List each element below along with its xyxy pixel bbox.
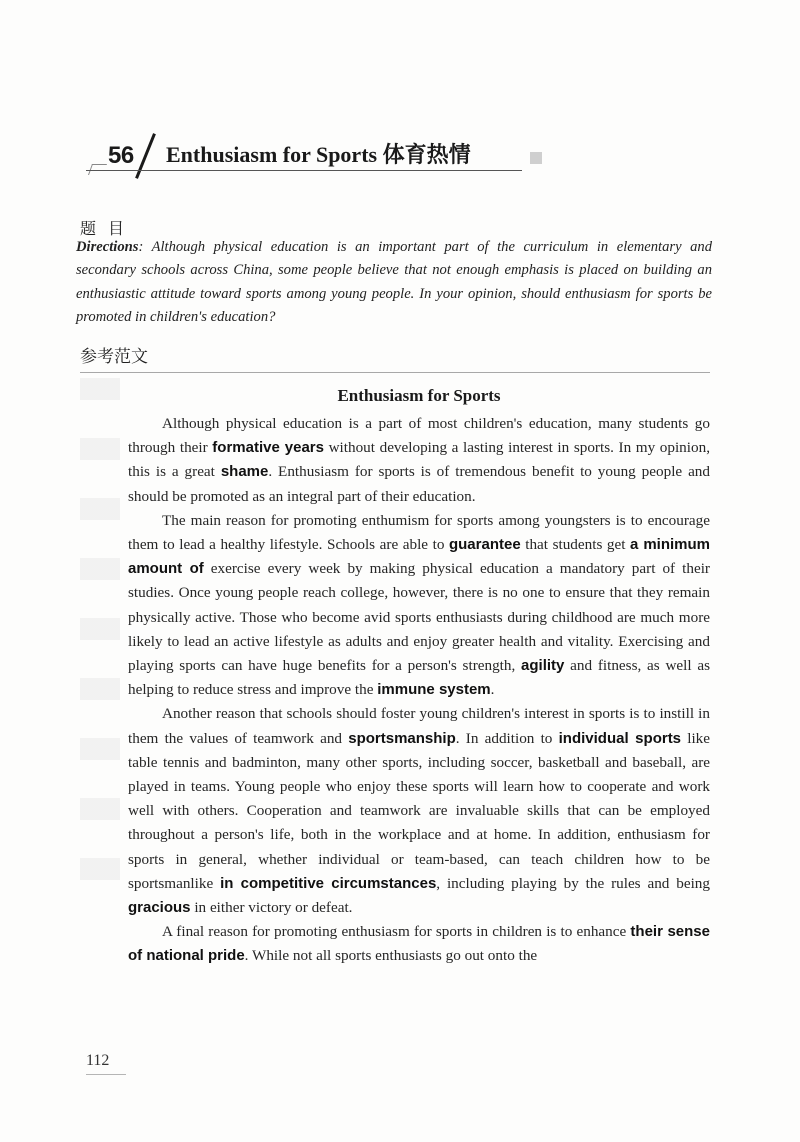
text-run: exercise every week by making physical education a mandatory part of their studies. Once young people reach college, however, there is no one to ensure that they remain physically active. Those who become avid sports enthusiasts during childhood are much more likely to lead an active lifestyle as adults and enjoy greater health and vitality. Exercising and playing sports can have huge benefits for a person's strength, — [128, 560, 710, 675]
page-number-rule — [86, 1074, 126, 1075]
watermark — [80, 378, 120, 898]
directions-text — [76, 236, 712, 330]
essay-paragraph-2 — [128, 509, 710, 703]
keyword: immune system — [377, 681, 491, 699]
essay-paragraph-3 — [128, 702, 710, 920]
header-square-marker — [530, 152, 542, 164]
text-run: The main reason for promoting enthumism for sports among youngsters is to encourage them to lead a healthy lifestyle. Schools are able to — [128, 511, 710, 554]
essay — [128, 382, 710, 969]
keyword: shame — [220, 463, 269, 481]
directions-body: : Although physical education is an important part of the curriculum in elementary and secondary schools across China, some people believe that not enough emphasis is placed on building an enthusiastic attitude toward sports among young people. In your opinion, should enthusiasm for sports be promoted in children's education? — [76, 239, 712, 326]
essay-paragraph-1 — [128, 412, 710, 509]
text-run: that students get — [520, 536, 631, 554]
text-run: Although physical education is a part of most children's education, many students go through their — [128, 415, 710, 457]
text-run: . In addition to — [455, 729, 559, 747]
keyword: agility — [521, 657, 565, 675]
chapter-title: Enthusiasm for Sports 体育热情 — [166, 142, 471, 167]
keyword: guarantee — [448, 536, 521, 554]
page-number: 112 — [86, 1052, 110, 1069]
text-run: A final reason for promoting enthusiasm for sports in children is to enhance — [162, 923, 631, 941]
reference-essay-label: 参考范文 — [80, 347, 148, 367]
header-slash — [135, 133, 156, 179]
keyword: formative years — [212, 439, 324, 457]
keyword: in competitive circumstances — [220, 874, 437, 892]
topic-label: 题目 — [80, 219, 137, 238]
text-run: and fitness, as well as helping to reduce stress and improve the — [128, 657, 711, 699]
keyword: a minimum amount of — [128, 536, 710, 578]
text-run: in either victory or defeat. — [190, 899, 353, 917]
essay-paragraph-4 — [128, 920, 710, 968]
text-run: like table tennis and badminton, many other sports, including soccer, basketball and baseball, are played in teams. Young people who enjoy these sports will learn how to cooperate and work well with others. Cooperation and teamwork are invaluable skills that can be employed throughout a person's life, both in the workplace and at home. In addition, enthusiasm for sports in general, whether individual or team-based, can teach children how to be sportsmanlike — [128, 729, 711, 892]
keyword: individual sports — [558, 729, 682, 747]
keyword: sportsmanship — [348, 729, 456, 747]
text-run: . — [490, 681, 495, 699]
chapter-header — [86, 126, 546, 186]
reference-rule — [80, 372, 710, 373]
keyword: gracious — [128, 899, 191, 917]
text-run: , including playing by the rules and being — [436, 874, 710, 892]
text-run: . While not all sports enthusiasts go out onto the — [244, 947, 538, 965]
text-run: . Enthusiasm for sports is of tremendous benefit to young people and should be promoted as an integral part of their education. — [128, 463, 710, 505]
essay-title: Enthusiasm for Sports — [337, 386, 501, 405]
text-run: Another reason that schools should foster young children's interest in sports is to instill in them the values of teamwork and — [128, 705, 710, 747]
header-rule — [86, 170, 522, 171]
keyword: their sense of national pride — [128, 923, 710, 965]
chapter-number: 56 — [108, 142, 134, 169]
directions-label: Directions — [76, 239, 139, 255]
text-run: without developing a lasting interest in sports. In my opinion, this is a great — [128, 439, 710, 481]
